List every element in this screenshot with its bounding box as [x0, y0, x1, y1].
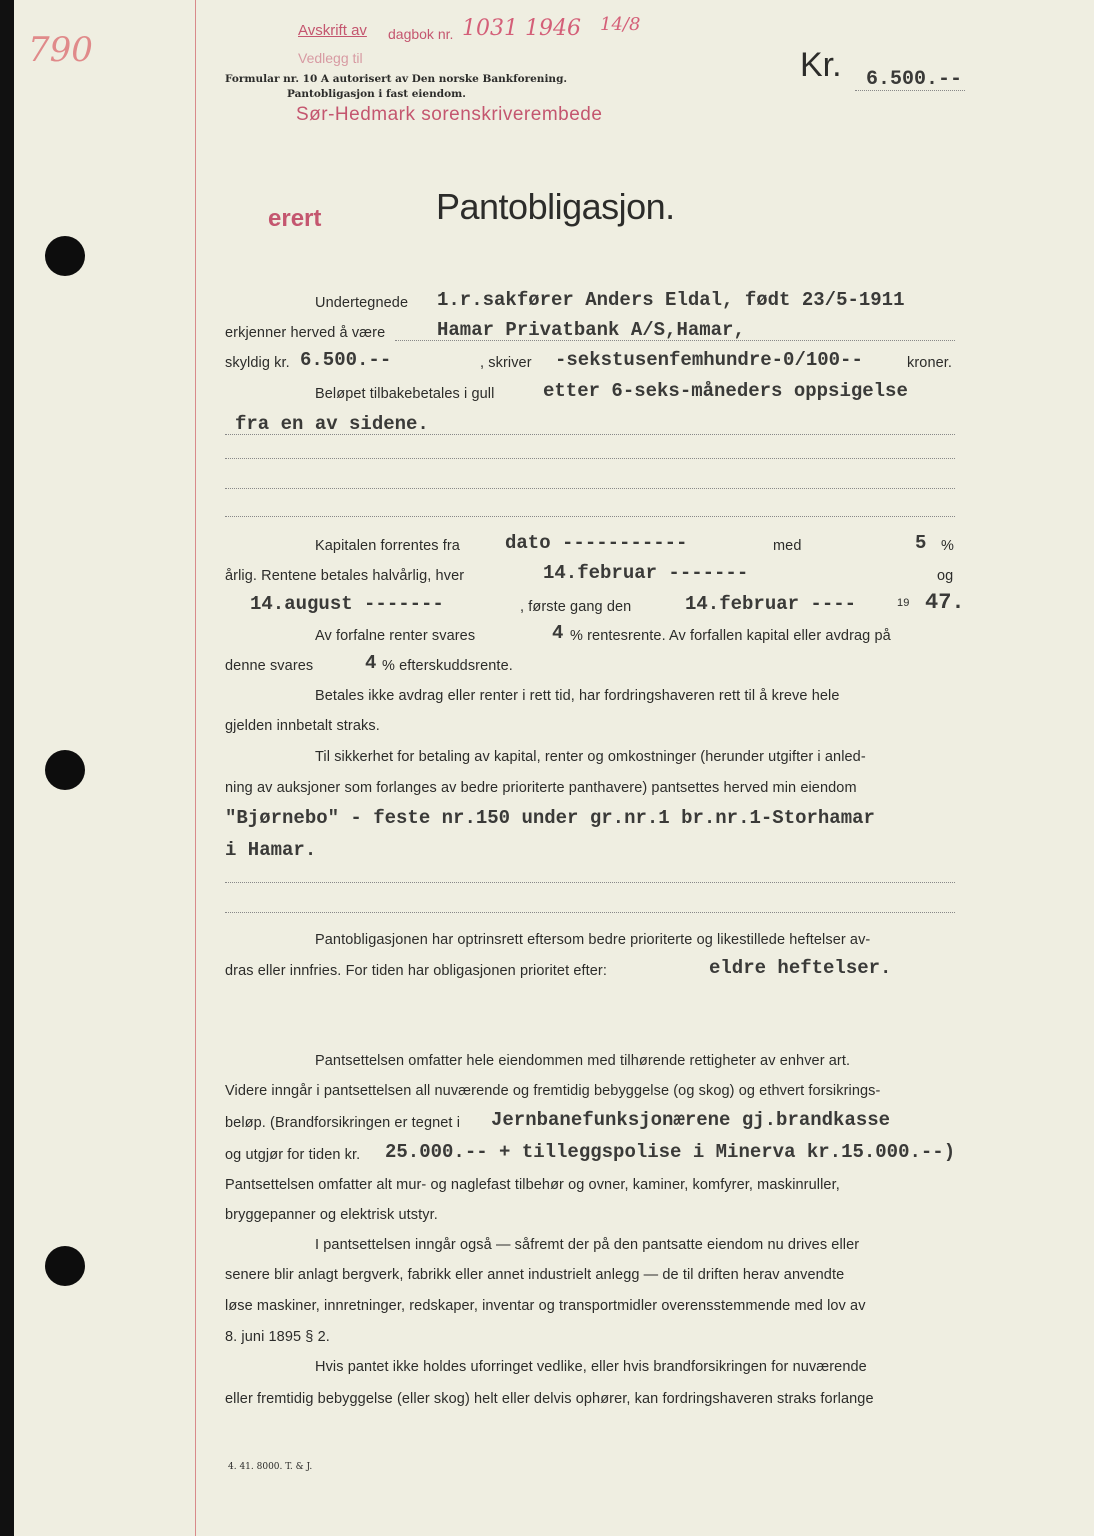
percent-sign: %	[941, 538, 954, 554]
erkjenner-label: erkjenner herved å være	[225, 325, 386, 341]
dagbok-label: dagbok nr.	[388, 26, 454, 42]
year-prefix: 19	[897, 597, 910, 609]
kapitalen-label: Kapitalen forrentes fra	[315, 538, 460, 554]
punch-hole	[45, 236, 85, 276]
skyldig-value: 6.500.--	[300, 349, 392, 371]
og-value: 14.august -------	[250, 593, 444, 615]
belopet-value2: fra en av sidene.	[235, 413, 429, 435]
office-stamp: Sør-Hedmark sorenskriverembede	[296, 104, 603, 125]
belopet-label: Beløpet tilbakebetales i gull	[315, 386, 495, 402]
kr-value: 6.500.--	[866, 68, 963, 91]
dagbok-value: 1031 1946	[462, 16, 581, 41]
optrinsrett-line1: Pantobligasjonen har optrinsrett eftersom bedre prioriterte og likestillede heftelser av-	[315, 932, 871, 948]
optrinsrett-line2: dras eller innfries. For tiden har obligasjonen prioritet efter:	[225, 963, 607, 979]
omfatter-line1: Pantsettelsen omfatter hele eiendommen med tilhørende rettigheter av enhver art.	[315, 1053, 851, 1069]
margin-line	[195, 0, 196, 1536]
form-line2: Pantobligasjon i fast eiendom.	[287, 88, 466, 100]
kroner-label: kroner.	[907, 355, 953, 371]
punch-hole	[45, 1246, 85, 1286]
date-fraction: 14/8	[600, 14, 641, 35]
skriver-value: -sekstusenfemhundre-0/100--	[555, 349, 863, 371]
og-label: og	[937, 568, 954, 584]
betales-line2: gjelden innbetalt straks.	[225, 718, 380, 734]
efterskudd-value: 4	[365, 652, 377, 674]
tilbehor-line2: bryggepanner og elektrisk utstyr.	[225, 1207, 438, 1223]
rate-value: 5	[915, 532, 927, 554]
denne-label: denne svares	[225, 658, 314, 674]
utgjor-label: og utgjør for tiden kr.	[225, 1147, 361, 1163]
vedlike-line2: eller fremtidig bebyggelse (eller skog) helt eller delvis ophører, kan fordringshaveren straks forlange	[225, 1391, 874, 1407]
efterskudd-label: % efterskuddsrente.	[382, 658, 513, 674]
hver-value: 14.februar -------	[543, 562, 749, 584]
brand-value: Jernbanefunksjonærene gj.brandkasse	[491, 1109, 891, 1131]
forfalne-label: Av forfalne renter svares	[315, 628, 476, 644]
forste-label: , første gang den	[520, 599, 632, 615]
footer-print-code: 4. 41. 8000. T. & J.	[228, 1462, 313, 1472]
scan-edge	[0, 0, 14, 1536]
inngar-line3: løse maskiner, innretninger, redskaper, inventar og transportmidler overensstemmende med lov av	[225, 1298, 866, 1314]
rentesrente-label: % rentesrente. Av forfallen kapital eller avdrag på	[570, 628, 891, 644]
betales-line1: Betales ikke avdrag eller renter i rett tid, har fordringshaveren rett til å kreve hele	[315, 688, 840, 704]
forste-value: 14.februar ----	[685, 593, 857, 615]
page-number: 790	[28, 30, 93, 70]
eiendom-value1: "Bjørnebo" - feste nr.150 under gr.nr.1 br.nr.1-Storhamar	[225, 807, 875, 829]
erkjenner-value: Hamar Privatbank A/S,Hamar,	[437, 319, 745, 341]
arlig-label: årlig. Rentene betales halvårlig, hver	[225, 568, 465, 584]
kr-label: Kr.	[800, 46, 842, 84]
sikkerhet-line2: ning av auksjoner som forlanges av bedre prioriterte panthavere) pantsettes herved min eiendom	[225, 780, 857, 796]
registered-stamp: erert	[268, 205, 322, 232]
rentesrente-value: 4	[552, 622, 564, 644]
vedlike-line1: Hvis pantet ikke holdes uforringet vedlike, eller hvis brandforsikringen for nuværende	[315, 1359, 867, 1375]
skriver-label: , skriver	[480, 355, 532, 371]
brand-label: beløp. (Brandforsikringen er tegnet i	[225, 1115, 461, 1131]
omfatter-line2: Videre inngår i pantsettelsen all nuværende og fremtidig bebyggelse (og skog) og ethvert forsikrings-	[225, 1083, 881, 1099]
skyldig-label: skyldig kr.	[225, 355, 290, 371]
year-value: 47.	[925, 590, 965, 615]
med-label: med	[773, 538, 802, 554]
undertegnede-label: Undertegnede	[315, 295, 409, 311]
belopet-value: etter 6-seks-måneders oppsigelse	[543, 380, 908, 402]
sikkerhet-line1: Til sikkerhet for betaling av kapital, renter og omkostninger (herunder utgifter i anled-	[315, 749, 866, 765]
inngar-line4: 8. juni 1895 § 2.	[225, 1329, 330, 1345]
form-line1: Formular nr. 10 A autorisert av Den norske Bankforening.	[225, 73, 568, 85]
eiendom-value2: i Hamar.	[225, 839, 317, 861]
kapitalen-value: dato -----------	[505, 532, 688, 554]
stamp-vedlegg: Vedlegg til	[298, 50, 363, 66]
inngar-line2: senere blir anlagt bergverk, fabrikk eller annet industrielt anlegg — de til driften herav anvendte	[225, 1267, 845, 1283]
stamp-avskrift: Avskrift av	[298, 22, 367, 39]
utgjor-value: 25.000.-- + tilleggspolise i Minerva kr.15.000.--)	[385, 1141, 956, 1163]
punch-hole	[45, 750, 85, 790]
tilbehor-line1: Pantsettelsen omfatter alt mur- og naglefast tilbehør og ovner, kaminer, komfyrer, maskinruller,	[225, 1177, 840, 1193]
undertegnede-value: 1.r.sakfører Anders Eldal, født 23/5-1911	[437, 289, 905, 311]
page-title: Pantobligasjon.	[436, 186, 675, 227]
inngar-line1: I pantsettelsen inngår også — såfremt der på den pantsatte eiendom nu drives eller	[315, 1237, 860, 1253]
prioritet-value: eldre heftelser.	[709, 957, 892, 979]
